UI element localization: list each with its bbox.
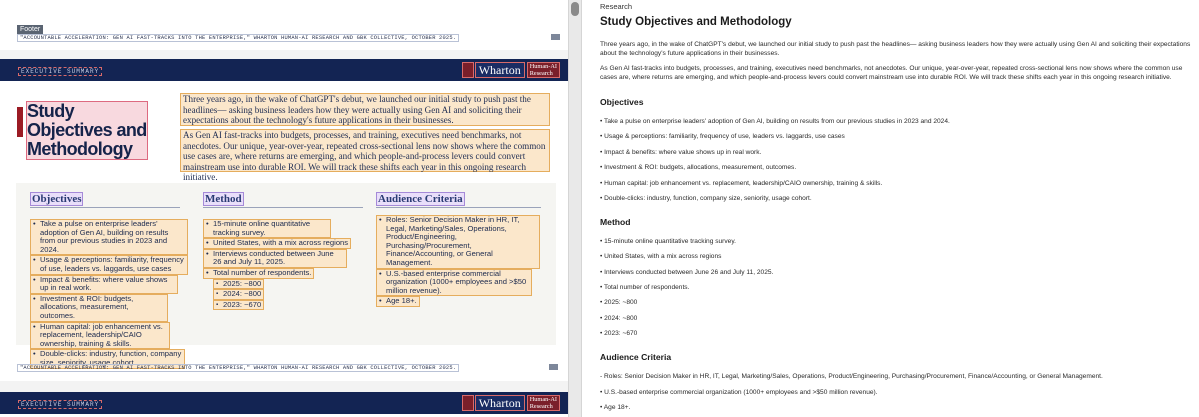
slide-title[interactable]: Study Objectives and Methodology <box>27 101 147 159</box>
logo-box-line2: Research <box>529 402 553 410</box>
breadcrumb[interactable]: Research <box>600 2 633 11</box>
method-item[interactable]: • 15-minute online quantitative tracking survey. <box>203 219 331 238</box>
text-list-item: • 2024: ~800 <box>600 315 637 322</box>
audience-item[interactable]: • U.S.-based enterprise commercial organization (1000+ employees and >$50 million revenue). <box>376 269 532 297</box>
document-viewer[interactable] <box>0 0 568 417</box>
intro-paragraph-2[interactable]: As Gen AI fast-tracks into budgets, processes, and training, executives need benchmarks, not anecdotes. Our unique, year-over-year, repeated cross-sectional lens now shows where the common use cases are, where returns are emerging, and which people-and-process levers could convert mainstream use into durable ROI. We will track these shifts each year in this ongoing research initiative. <box>180 129 550 172</box>
intro-paragraph-1[interactable]: Three years ago, in the wake of ChatGPT's debut, we launched our initial study to push past the headlines— asking business leaders how they were actually using Gen AI and soliciting their expectations about the technology's future applications in their businesses. <box>180 93 550 126</box>
executive-summary-banner <box>0 59 568 81</box>
text-list-item: • Interviews conducted between June 26 and July 11, 2025. <box>600 269 773 276</box>
slide-footer-citation: "ACCOUNTABLE ACCELERATION: GEN AI FAST-TRACKS INTO THE ENTERPRISE," WHARTON HUMAN-AI RESEARCH AND GBK COLLECTIVE, OCTOBER 2025. <box>17 364 459 372</box>
method-rule <box>203 207 363 208</box>
text-list-item: • Impact & benefits: where value shows up in real work. <box>600 149 761 156</box>
text-list-item: • Usage & perceptions: familiarity, frequency of use, leaders vs. laggards, use cases <box>600 133 845 140</box>
footer-citation: "ACCOUNTABLE ACCELERATION: GEN AI FAST-TRACKS INTO THE ENTERPRISE," WHARTON HUMAN-AI RESEARCH AND GBK COLLECTIVE, OCTOBER 2025. <box>17 34 459 42</box>
method-item[interactable]: • Interviews conducted between June 26 and July 11, 2025. <box>203 249 347 268</box>
text-list-item: • 15-minute online quantitative tracking survey. <box>600 238 736 245</box>
text-list-item: • Take a pulse on enterprise leaders' adoption of Gen AI, building on results from our previous studies in 2023 and 2024. <box>600 118 950 125</box>
wharton-shield-icon <box>462 62 474 78</box>
footer-tag: Footer <box>17 25 43 34</box>
logo-box-line1: Human-AI <box>529 396 557 403</box>
wharton-shield-icon <box>462 395 474 411</box>
logo-box-line2: Research <box>529 69 553 77</box>
logo-research-box <box>527 395 560 411</box>
wharton-logo <box>462 395 560 411</box>
objectives-list <box>30 219 190 369</box>
audience-item[interactable]: • Roles: Senior Decision Maker in HR, IT, Legal, Marketing/Sales, Operations, Product/Engineering, Purchasing/Procurement, Finance/Accounting, or General Management. <box>376 215 540 269</box>
text-list-item: • Age 18+. <box>600 404 630 411</box>
next-banner <box>0 392 568 414</box>
audience-item[interactable]: • Age 18+. <box>376 296 420 307</box>
audience-heading[interactable]: Audience Criteria <box>378 193 463 205</box>
method-section-heading: Method <box>600 217 631 227</box>
objectives-heading[interactable]: Objectives <box>32 193 82 205</box>
text-paragraph: Three years ago, in the wake of ChatGPT's debut, we launched our initial study to push past the headlines— asking business leaders how they were actually using Gen AI and soliciting their expectations about the technology's future applications in their businesses. <box>600 41 1191 58</box>
method-item[interactable]: • Total number of respondents. <box>203 268 314 279</box>
text-paragraph: As Gen AI fast-tracks into budgets, processes, and training, executives need benchmarks, not anecdotes. Our unique, year-over-year, repeated cross-sectional lens now shows where the common use cases are, where returns are emerging, and which people-and-process levers could convert mainstream use into durable ROI. We will track these shifts each year in this ongoing research initiative. <box>600 65 1183 82</box>
objective-item[interactable]: • Impact & benefits: where value shows up in real work. <box>30 275 178 294</box>
page-number-marker <box>549 364 558 370</box>
page-title: Study Objectives and Methodology <box>600 16 792 28</box>
logo-wordmark: Wharton <box>475 62 525 78</box>
audience-rule <box>376 207 541 208</box>
extracted-text-pane <box>583 0 1199 417</box>
text-list-item: • Human capital: job enhancement vs. replacement, leadership/CAIO ownership, training & skills. <box>600 180 882 187</box>
next-page <box>0 392 568 417</box>
objective-item[interactable]: • Double-clicks: industry, function, company size, seniority, usage cohort. <box>30 349 185 368</box>
objectives-rule <box>30 207 180 208</box>
text-list-item: • Total number of respondents. <box>600 284 689 291</box>
objective-item[interactable]: • Usage & perceptions: familiarity, frequency of use, leaders vs. laggards, use cases <box>30 255 188 274</box>
objective-item[interactable]: • Human capital: job enhancement vs. replacement, leadership/CAIO ownership, training & skills. <box>30 322 170 350</box>
banner-label: EXECUTIVE SUMMARY <box>18 400 102 409</box>
text-list-item: • 2025: ~800 <box>600 299 637 306</box>
text-list-item: - Roles: Senior Decision Maker in HR, IT, Legal, Marketing/Sales, Operations, Product/Engineering, Purchasing/Procurement, Finance/Accounting, or General Management. <box>600 373 1103 380</box>
objective-item[interactable]: • Investment & ROI: budgets, allocations, measurement, outcomes. <box>30 294 168 322</box>
scrollbar-thumb[interactable] <box>571 2 579 16</box>
method-sub-item[interactable]: ▪ 2025: ~800 <box>213 279 264 290</box>
method-sub-item[interactable]: ▪ 2023: ~670 <box>213 300 264 311</box>
text-list-item: • U.S.-based enterprise commercial organization (1000+ employees and >$50 million revenue). <box>600 389 878 396</box>
logo-box-line1: Human-AI <box>529 63 557 70</box>
audience-list <box>376 215 546 307</box>
logo-research-box <box>527 62 560 78</box>
objective-item[interactable]: • Take a pulse on enterprise leaders' adoption of Gen AI, building on results from our previous studies in 2023 and 2024. <box>30 219 188 255</box>
objectives-section-heading: Objectives <box>600 97 644 107</box>
title-accent-bar <box>17 107 23 137</box>
text-list-item: • Double-clicks: industry, function, company size, seniority, usage cohort. <box>600 195 812 202</box>
page-number-marker <box>551 34 560 40</box>
audience-section-heading: Audience Criteria <box>600 352 672 362</box>
method-list <box>203 219 353 310</box>
wharton-logo <box>462 62 560 78</box>
banner-label: EXECUTIVE SUMMARY <box>18 67 102 76</box>
vertical-scrollbar[interactable] <box>568 0 582 417</box>
method-heading[interactable]: Method <box>205 193 242 205</box>
text-list-item: • United States, with a mix across regions <box>600 253 721 260</box>
text-list-item: • Investment & ROI: budgets, allocations, measurement, outcomes. <box>600 164 796 171</box>
text-list-item: • 2023: ~670 <box>600 330 637 337</box>
logo-wordmark: Wharton <box>475 395 525 411</box>
previous-page <box>0 0 568 50</box>
method-item[interactable]: • United States, with a mix across regions <box>203 238 351 249</box>
method-sub-item[interactable]: ▪ 2024: ~800 <box>213 289 264 300</box>
